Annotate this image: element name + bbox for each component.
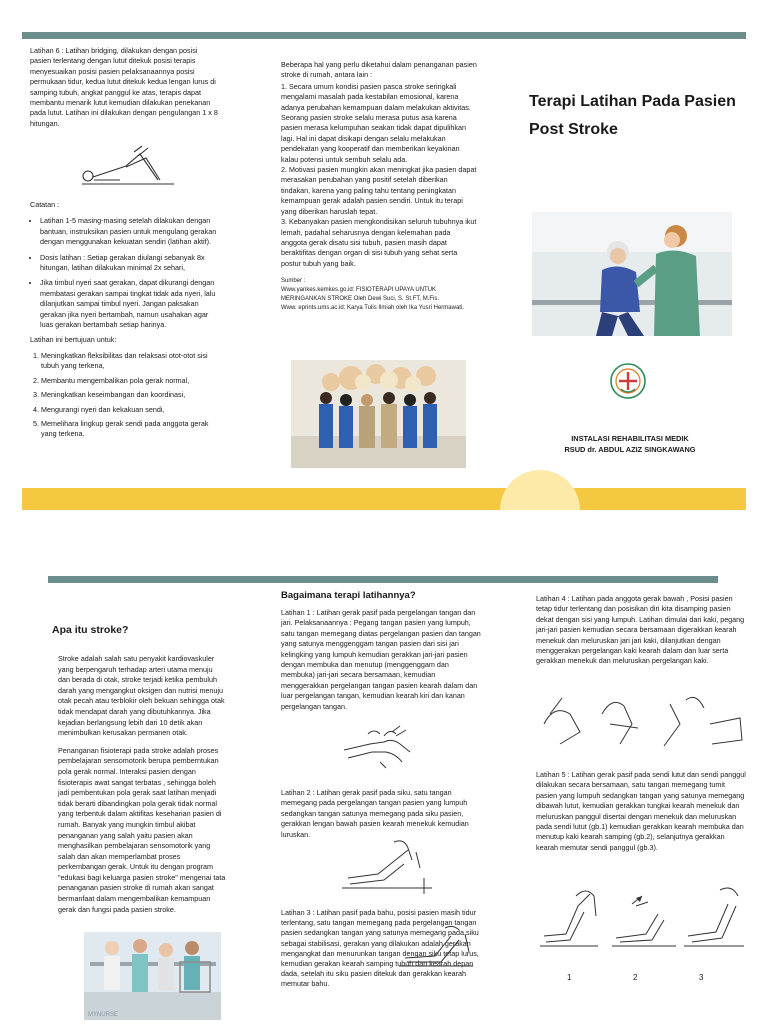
stroke-para2: Penanganan fisioterapi pada stroke adalah proses pembelajaran sensomotorik berupa pemberntukan pola gerak normal. Interaksi pasien dengan fisioterapis awat sangat terbatas , sehingga boleh jadi pembentukan pola gerak saat latihan menjadi tidak berarti dibandingkan pola gerak tidak normal yang terbentuk dalam aktifitas keseharian pasien di rumah. Banyak yang mungkin timbul akibat penanganan yang salah yaitu pasien akan menghasilkan pembelajaran sensomotorik yang salah dan akan memperlambat proses perkembangan gerak. Untuk itu dengan program "edukasi bagi keluarga pasien stroke" mengenai tata penanganan pasien stroke di rumah akan sangat bermanfaat dalam mengembalikan kemampuan gerak dan fungsi pada pasien stroke. <box>58 745 226 914</box>
therapist-patient-photo <box>532 212 732 336</box>
institution-block <box>560 433 700 455</box>
rehab-exercise-photo <box>84 932 221 1020</box>
latihan4-text: Latihan 4 : Latihan pada anggota gerak bawah , Posisi pasien tetap tidur terlentang dan posisikan diri kita disamping pasien dekat dengan sisi yang lumpuh. Latihan dimulai dari kaki, pegang jari-jari pasien kemudian secara bersamaan digerakkan kearah menekuk dan meluruskan jari jari kaki, dilanjutkan dengan menggerakan pergelangan kaki kearah dalam dan luar serta gerakkan menekuk dan meluruskan pergelangan kaki. <box>536 594 745 666</box>
photo-watermark: MYNURSE <box>88 1012 119 1018</box>
middle-item: 1. Secara umum kondisi pasien pasca stroke seringkali mengalami masalah pada kestabilan emosional, karena adanya perubahan kemampuan dalam melakukan aktivitas. Seorang pasien stroke selalu merasa putus asa karena pasien merasa kelumpuhan seakan tidak dapat dipulihkan lagi. Hal ini dapat disikapi dengan selalu melakukan pendekatan yang kooperatif dan memberikan keyakinan kalau potensi untuk sembuh selalu ada. <box>281 81 471 164</box>
latihan2-text: Latihan 2 : Latihan gerak pasif pada siku, satu tangan memegang pada pergelangan tangan pasien yang lumpuh sedangkan tangan satunya memegang pada siku pasien, gerakkan lengan bawah pasien kearah menekuk kemudian luruskan. <box>281 788 469 839</box>
yellow-circle-decoration <box>500 470 580 510</box>
middle-item: 3. Kebanyakan pasien mengkondisikan seluruh tubuhnya ikut lemah, padahal seharusnya dengan kelemahan pada anggota gerak disatu sisi tubuh, pasien masih dapat beraktifitas dengan organ di sisi tubuh yang sehat serta postur tubuh yang baik. <box>281 217 477 268</box>
middle-intro: Beberapa hal yang perlu diketahui dalam penanganan pasien stroke di rumah, antara lain : <box>281 60 477 80</box>
middle-item: 2. Motivasi pasien mungkin akan meningkat jika pasien dapat merasakan perubahan yang positif setelah diberikan tindakan, karena yang paling tahu tentang peningkatan kemampuan gerak adalah pasien sendiri. Untuk itu terapi yang diberikan haruslah tepat. <box>281 165 477 216</box>
wrist-exercise-illustration <box>340 722 418 772</box>
brochure-title: Terapi Latihan Pada Pasien Post Stroke <box>529 93 736 138</box>
bridging-illustration <box>74 140 182 192</box>
what-is-stroke-heading: Apa itu stroke? <box>52 624 129 636</box>
tujuan-label: Latihan ini bertujuan untuk: <box>30 335 117 345</box>
catatan-list <box>30 216 220 330</box>
page1-left-column <box>30 46 220 134</box>
page2-teal-bar <box>48 576 718 583</box>
sumber-item: Www.yankes.kemkes.go.id: FISIOTERAPI UPAYA UNTUK MERINGANKAN STROKE Oleh Dewi Suci, S. St.FT, M.Fis. <box>281 287 440 303</box>
staff-group-photo <box>291 360 466 468</box>
stroke-para1: Stroke adalah salah satu penyakit kardiovaskuler yang berpengaruh terhadap arteri utama menuju dan berada di otak, stroke terjadi ketika pembuluh darah yang mengangkut oksigen dan nutrisi menuju otak pecah atau terblokir oleh bekuan sehingga otak tidak mendapat darah yang dibutuhkannya. Jika kejadian berlangsung lebih dari 10 detik akan menimbulkan kerusakan permanen otak. <box>58 654 225 738</box>
hip-knee-exercise-illustrations <box>536 876 748 966</box>
sumber-item: Www. eprints.ums.ac.id: Karya Tulis Ilmiah oleh Ika Yusri Hermawati. <box>281 305 464 312</box>
catatan-block <box>30 200 220 444</box>
tujuan-item: 2. Membantu mengembalikan pola gerak normal, <box>41 376 220 386</box>
top-teal-bar <box>22 32 746 39</box>
latihan1-text: Latihan 1 : Latihan gerak pasif pada pergelangan tangan dan jari. Pelaksanaannya : Pegang tangan pasien yang lumpuh, satu tangan memegang diatas pergelangan pasien dan tangan yang satunya menggenggam tangan pasien dari sisi jari kelingking yang lumpuh kemudian gerakkan jari-jari pasien dengan membuka dan menutup (menggenggam dan membuka) jari-jari secara bersamaan, kemudian menggerakkan pergelangan tangan pasien kearah dalam dan luar pergelangan tangan, kemudian kearah kiri dan kanan pergelangan tangan. <box>281 608 481 711</box>
yellow-footer-bar <box>22 488 746 510</box>
catatan-label: Catatan : <box>30 200 60 209</box>
catatan-item: • Jika timbul nyeri saat gerakan, dapat dikurangi dengan membatasi gerakan sampai tingkat tidak ada nyeri, lalu dilanjutkan sampai timbul nyeri. Jangan paksakan gerakan jika nyeri bertambah, namun usahakan agar luas gerakan bertambah setiap harinya. <box>40 278 220 330</box>
institution-line1: INSTALASI REHABILITASI MEDIK <box>571 434 689 443</box>
catatan-item: • Latihan 1-5 masing-masing setelah dilakukan dengan bantuan, instruksikan pasien untuk mengulang gerakan dengan menggunakan kekuatan sendiri (latihan aktif). <box>40 216 220 247</box>
figure-label: 2 <box>633 973 638 982</box>
hospital-logo <box>609 362 647 400</box>
catatan-item: • Dosis latihan : Setiap gerakan diulangi sebanyak 8x hitungan, latihan dilakukan minimal 2x sehari, <box>40 253 220 274</box>
latihan6-text: Latihan 6 : Latihan bridging, dilakukan dengan posisi pasien terlentang dengan lutut ditekuk posisi terapis menyesuaikan posisi pasien pelaksanaannya posisi permukaan tidur, kedua lutut ditekuk kedua lengan lurus di samping tubuh, angkat panggul ke atas, terapis dapat membantu menarik lutut kemudian dilakukan penekanan pada lutut. Latihan ini dilakukan dengan pengulangan 1 x 8 hitungan. <box>30 46 218 128</box>
figure-label: 3 <box>699 973 704 982</box>
elbow-exercise-illustration <box>338 838 436 900</box>
tujuan-item: 1. Meningkatkan fleksibilitas dan relaksasi otot-otot sisi tubuh yang terkena, <box>41 351 220 372</box>
latihan5-text: Latihan 5 : Latihan gerak pasif pada sendi lutut dan sendi panggul dilakukan secara bersamaan, satu tangan memegang tumit pasien yang lumpuh sedangkan tangan yang satunya memegang dibawah lutut, kemudian gerakkan tungkai kearah menekuk dan meluruskan panggul disertai dengan menekuk dan meluruskan pada sendi lutut (gb.1) kemudian gerakkan kearah membuka dan menutup kaki kearah samping (gb.2), selanjutnya gerakkan kearah memutar sendi panggul (gb.3). <box>536 770 746 852</box>
tujuan-list <box>30 351 220 440</box>
tujuan-item: 4. Mengurangi nyeri dan kekakuan sendi, <box>41 405 220 415</box>
ankle-exercise-illustrations <box>540 684 746 754</box>
sumber-label: Sumber : <box>281 278 306 285</box>
therapy-heading: Bagaimana terapi latihannya? <box>281 590 416 601</box>
page2-left-column <box>58 654 226 920</box>
shoulder-exercise-illustration <box>395 922 477 974</box>
tujuan-item: 3. Meningkatkan keseimbangan dan koordinasi, <box>41 390 220 400</box>
figure-label: 1 <box>567 973 572 982</box>
tujuan-item: 5. Memelihara lingkup gerak sendi pada anggota gerak yang terkena. <box>41 419 220 440</box>
institution-line2: RSUD dr. ABDUL AZIZ SINGKAWANG <box>564 445 696 454</box>
page1-middle-column <box>281 60 477 313</box>
latihan3-text: Latihan 3 : Latihan pasif pada bahu, posisi pasien masih tidur terlentang, satu tangan memegang pada pergelangan tangan pasien sedangkan tangan yang satunya memegang pada siku sebagai stabilisasi, gerakan yang dilakukan adalah gerakan mengangkat dan menurunkan tangan dengan siku tetap lurus, kemudian gerakan kearah samping tubuh dan kearah depan dada, setelah itu siku pasien ditekuk dan gerakkan kearah memutar bahu. <box>281 908 479 989</box>
